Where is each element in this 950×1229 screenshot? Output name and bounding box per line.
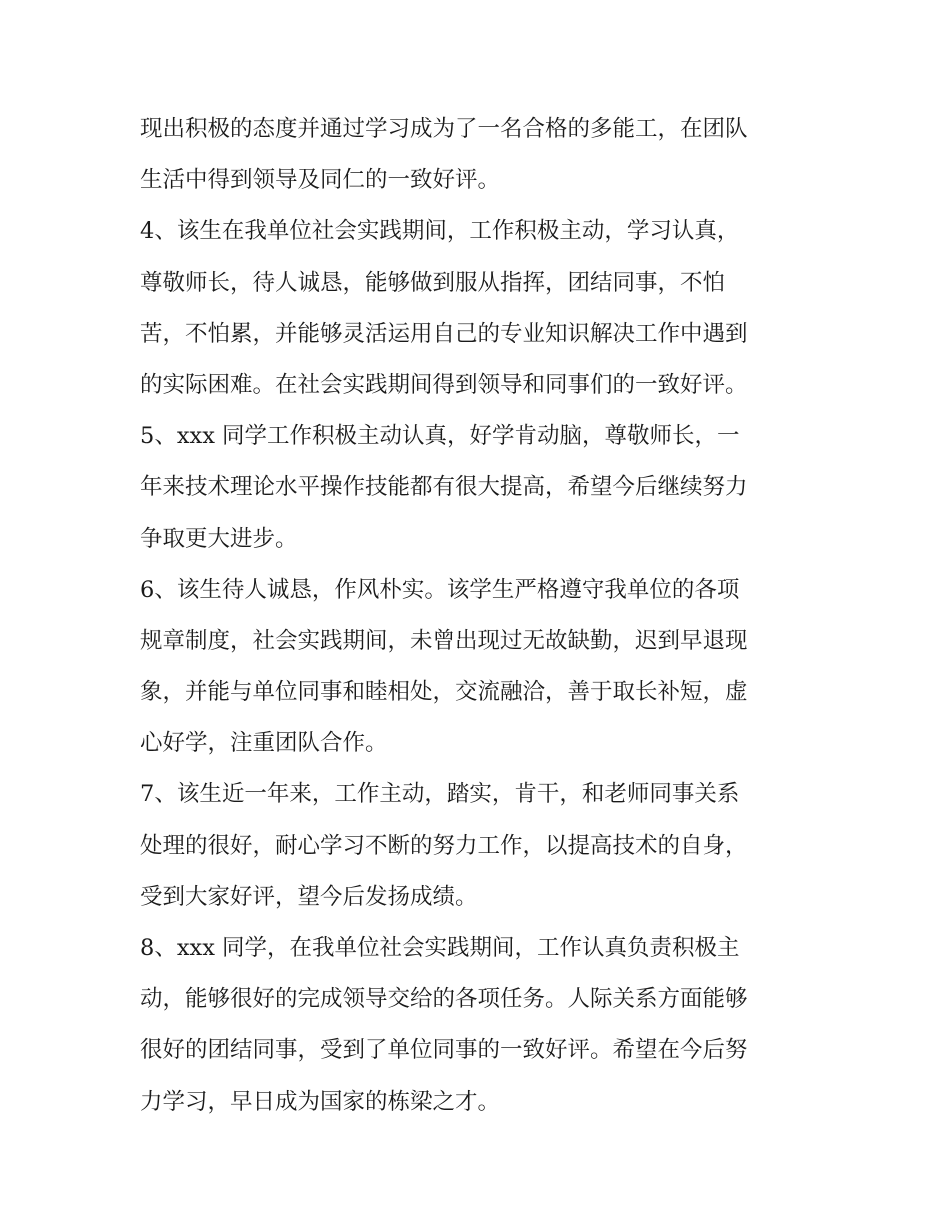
- text-line: 争取更大进步。: [140, 525, 298, 552]
- text-line: 年来技术理论水平操作技能都有很大提高，希望今后继续努力: [140, 474, 748, 501]
- text-line: 的实际困难。在社会实践期间得到领导和同事们的一致好评。: [140, 371, 748, 398]
- text-line: 力学习，早日成为国家的栋梁之才。: [140, 1088, 501, 1115]
- text-line: 尊敬师长，待人诚恳，能够做到服从指挥，团结同事，不怕: [140, 269, 726, 296]
- text-line: 动，能够很好的完成领导交给的各项任务。人际关系方面能够: [140, 986, 748, 1013]
- text-line: 现出积极的态度并通过学习成为了一名合格的多能工，在团队: [140, 116, 748, 142]
- text-line: 心好学，注重团队合作。: [140, 730, 388, 757]
- text-line: 很好的团结同事，受到了单位同事的一致好评。希望在今后努: [140, 1037, 748, 1064]
- text-line: 生活中得到领导及同仁的一致好评。: [140, 167, 501, 194]
- text-line: 8、xxx 同学，在我单位社会实践期间，工作认真负责积极主: [140, 935, 740, 961]
- text-line: 5、xxx 同学工作积极主动认真，好学肯动脑，尊敬师长，一: [140, 423, 740, 450]
- text-line: 处理的很好，耐心学习不断的努力工作，以提高技术的自身，: [140, 832, 748, 859]
- text-line: 6、该生待人诚恳，作风朴实。该学生严格遵守我单位的各项: [140, 576, 740, 603]
- text-line: 象，并能与单位同事和睦相处，交流融洽，善于取长补短，虚: [140, 679, 748, 706]
- document-body: [140, 104, 820, 1128]
- text-line: 受到大家好评，望今后发扬成绩。: [140, 883, 478, 910]
- text-line: 4、该生在我单位社会实践期间，工作积极主动，学习认真，: [140, 218, 740, 245]
- text-line: 7、该生近一年来，工作主动，踏实，肯干，和老师同事关系: [140, 781, 740, 808]
- text-line: 规章制度，社会实践期间，未曾出现过无故缺勤，迟到早退现: [140, 627, 748, 654]
- text-line: 苦，不怕累，并能够灵活运用自己的专业知识解决工作中遇到: [140, 320, 748, 347]
